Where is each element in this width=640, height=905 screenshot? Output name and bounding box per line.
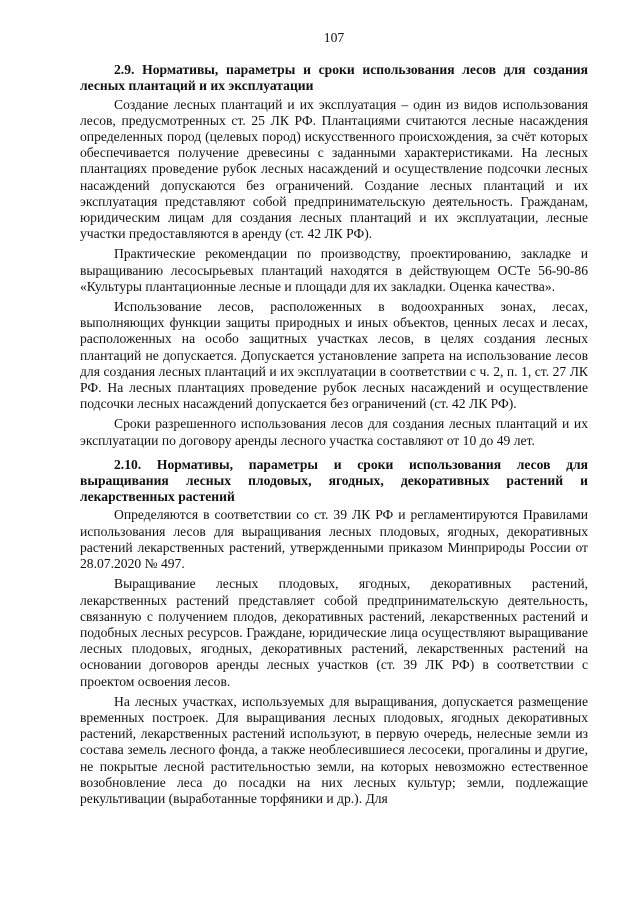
paragraph: На лесных участках, используемых для выращивания, допускается размещение временных построек. Для выращивания лесных плодовых, ягодных декоративных растений, лекарственных растений используют, в первую очередь, нелесные земли из состава земель лесного фонда, а также необлесившиеся лесосеки, прогалины и другие, не покрытые лесной растительностью земли, на которых невозможно естественное возобновление леса до посадки на них лесных культур; земли, подлежащие рекультивации (выработанные торфяники и др.). Для [80, 693, 588, 806]
document-page [80, 30, 588, 811]
paragraph: Использование лесов, расположенных в водоохранных зонах, лесах, выполняющих функции защиты природных и иных объектов, ценных лесах и лесах, расположенных на особо защитных участках лесов, в целях создания лесных плантаций не допускается. Допускается установление запрета на использование лесов для создания лесных плантаций и их эксплуатации в соответствии с ч. 2, п. 1, ст. 27 ЛК РФ. На лесных плантациях проведение рубок лесных насаждений и осуществление подсочки лесных насаждений допускается без ограничений (ст. 42 ЛК РФ). [80, 299, 588, 412]
section-2-10 [80, 457, 588, 807]
section-heading: 2.9. Нормативы, параметры и сроки использования лесов для создания лесных плантаций и их эксплуатации [80, 62, 588, 94]
section-heading: 2.10. Нормативы, параметры и сроки использования лесов для выращивания лесных плодовых, ягодных, декоративных растений и лекарственных растений [80, 456, 588, 505]
paragraph: Практические рекомендации по производству, проектированию, закладке и выращиванию лесосырьевых плантаций находятся в действующем ОСТе 56-90-86 «Культуры плантационные лесные и площади для их закладки. Оценка качества». [80, 246, 588, 294]
paragraph: Сроки разрешенного использования лесов для создания лесных плантаций и их эксплуатации по договору аренды лесного участка составляют от 10 до 49 лет. [80, 416, 588, 448]
section-2-9 [80, 62, 588, 449]
paragraph: Создание лесных плантаций и их эксплуатация – один из видов использования лесов, предусмотренных ст. 25 ЛК РФ. Плантациями считаются лесные насаждения определенных пород (целевых пород) искусственного происхождения, за счёт которых обеспечивается получение древесины с заданными характеристиками. На лесных плантациях проведение рубок лесных насаждений и осуществление подсочки лесных насаждений допускаются без ограничений. Создание лесных плантаций и их эксплуатация представляют собой предпринимательскую деятельность. Гражданам, юридическим лицам для создания лесных плантаций и их эксплуатации, лесные участки предоставляются в аренду (ст. 42 ЛК РФ). [80, 96, 588, 242]
page-number: 107 [323, 30, 345, 45]
paragraph: Выращивание лесных плодовых, ягодных, декоративных растений, лекарственных растений представляет собой предпринимательскую деятельность, связанную с получением плодов, декоративных растений, лекарственных растений и подобных лесных ресурсов. Граждане, юридические лица осуществляют выращивание лесных плодовых, ягодных, декоративных растений, лекарственных растений на основании договоров аренды лесных участков (ст. 39 ЛК РФ) в соответствии с проектом освоения лесов. [80, 576, 588, 689]
paragraph: Определяются в соответствии со ст. 39 ЛК РФ и регламентируются Правилами использования лесов для выращивания лесных плодовых, ягодных, декоративных растений лекарственных растений, утвержденными приказом Минприроды России от 28.07.2020 № 497. [80, 507, 588, 572]
